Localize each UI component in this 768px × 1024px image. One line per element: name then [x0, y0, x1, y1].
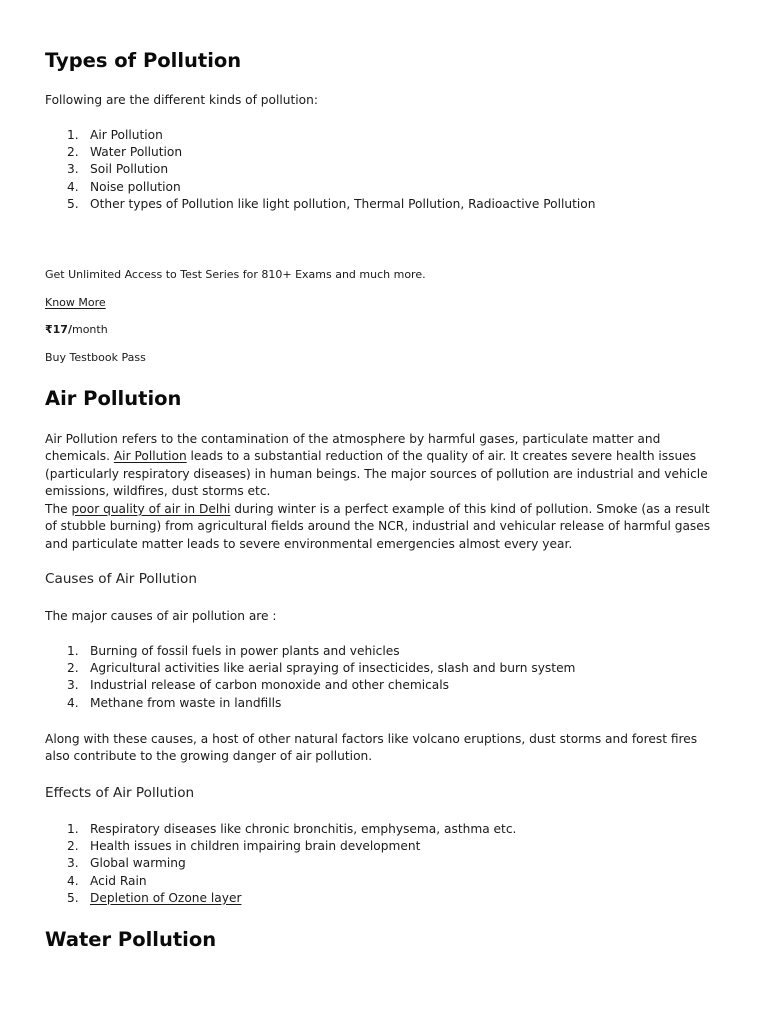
pollution-types-list	[45, 127, 720, 213]
causes-outro-paragraph: Along with these causes, a host of other natural factors like volcano eruptions, dust storms and forest fires also contribute to the growing danger of air pollution.	[45, 732, 698, 764]
know-more-link-label[interactable]: Know More	[45, 296, 106, 309]
know-more-link[interactable]	[45, 295, 720, 310]
list-item: 4. Acid Rain	[67, 873, 147, 888]
price-amount: ₹17/	[45, 323, 72, 336]
subsection-title-causes: Causes of Air Pollution	[45, 571, 197, 587]
ozone-depletion-link[interactable]: Depletion of Ozone layer	[90, 890, 242, 905]
list-item: 5. Depletion of Ozone layer	[45, 890, 720, 907]
causes-intro-paragraph: The major causes of air pollution are :	[45, 609, 277, 623]
effects-list	[45, 821, 720, 907]
price-period: month	[71, 323, 108, 336]
list-item: 1. Respiratory diseases like chronic bronchitis, emphysema, asthma etc.	[67, 822, 517, 836]
list-item: 4. Noise pollution	[67, 179, 181, 194]
section-title-types-of-pollution: Types of Pollution	[45, 49, 242, 72]
list-item: 5. Other types of Pollution like light pollution, Thermal Pollution, Radioactive Pollution	[67, 196, 596, 211]
delhi-air-quality-link[interactable]: poor quality of air in Delhi	[71, 502, 231, 516]
list-item: 3. Global warming	[67, 856, 186, 871]
buy-testbook-pass-button[interactable]: Buy Testbook Pass	[45, 351, 146, 364]
types-intro-paragraph: Following are the different kinds of pollution:	[45, 93, 318, 107]
list-item: 2. Health issues in children impairing brain development	[67, 839, 421, 854]
list-item: 2. Agricultural activities like aerial spraying of insecticides, slash and burn system	[67, 661, 576, 676]
air-pollution-link[interactable]: Air Pollution	[113, 449, 187, 464]
subsection-title-effects: Effects of Air Pollution	[45, 785, 195, 801]
promo-text: Get Unlimited Access to Test Series for 810+ Exams and much more.	[45, 268, 426, 281]
causes-list	[45, 643, 720, 712]
section-title-air-pollution: Air Pollution	[45, 387, 182, 410]
section-title-water-pollution: Water Pollution	[45, 928, 217, 951]
list-item: 1. Air Pollution	[67, 128, 163, 142]
list-item: 3. Industrial release of carbon monoxide and other chemicals	[67, 678, 450, 693]
list-item: 4. Methane from waste in landfills	[67, 695, 282, 710]
price-text	[45, 322, 720, 337]
list-item: 1. Burning of fossil fuels in power plants and vehicles	[67, 644, 400, 658]
air-pollution-paragraph-2: The poor quality of air in Delhi during winter is a perfect example of this kind of pollution. Smoke (as a result of stubble burning) from agricultural fields around the NCR, industrial and vehicular release of harmful gases and particulate matter leads to severe environmental emergencies almost every year.	[45, 502, 711, 551]
air-pollution-paragraph-1: Air Pollution refers to the contamination of the atmosphere by harmful gases, particulate matter and chemicals. Air Pollution leads to a substantial reduction of the quality of air. It creates severe health issues (particularly respiratory diseases) in human beings. The major sources of pollution are industrial and vehicle emissions, wildfires, dust storms etc.	[45, 432, 708, 499]
list-item: 2. Water Pollution	[67, 145, 183, 160]
list-item: 3. Soil Pollution	[67, 162, 169, 177]
